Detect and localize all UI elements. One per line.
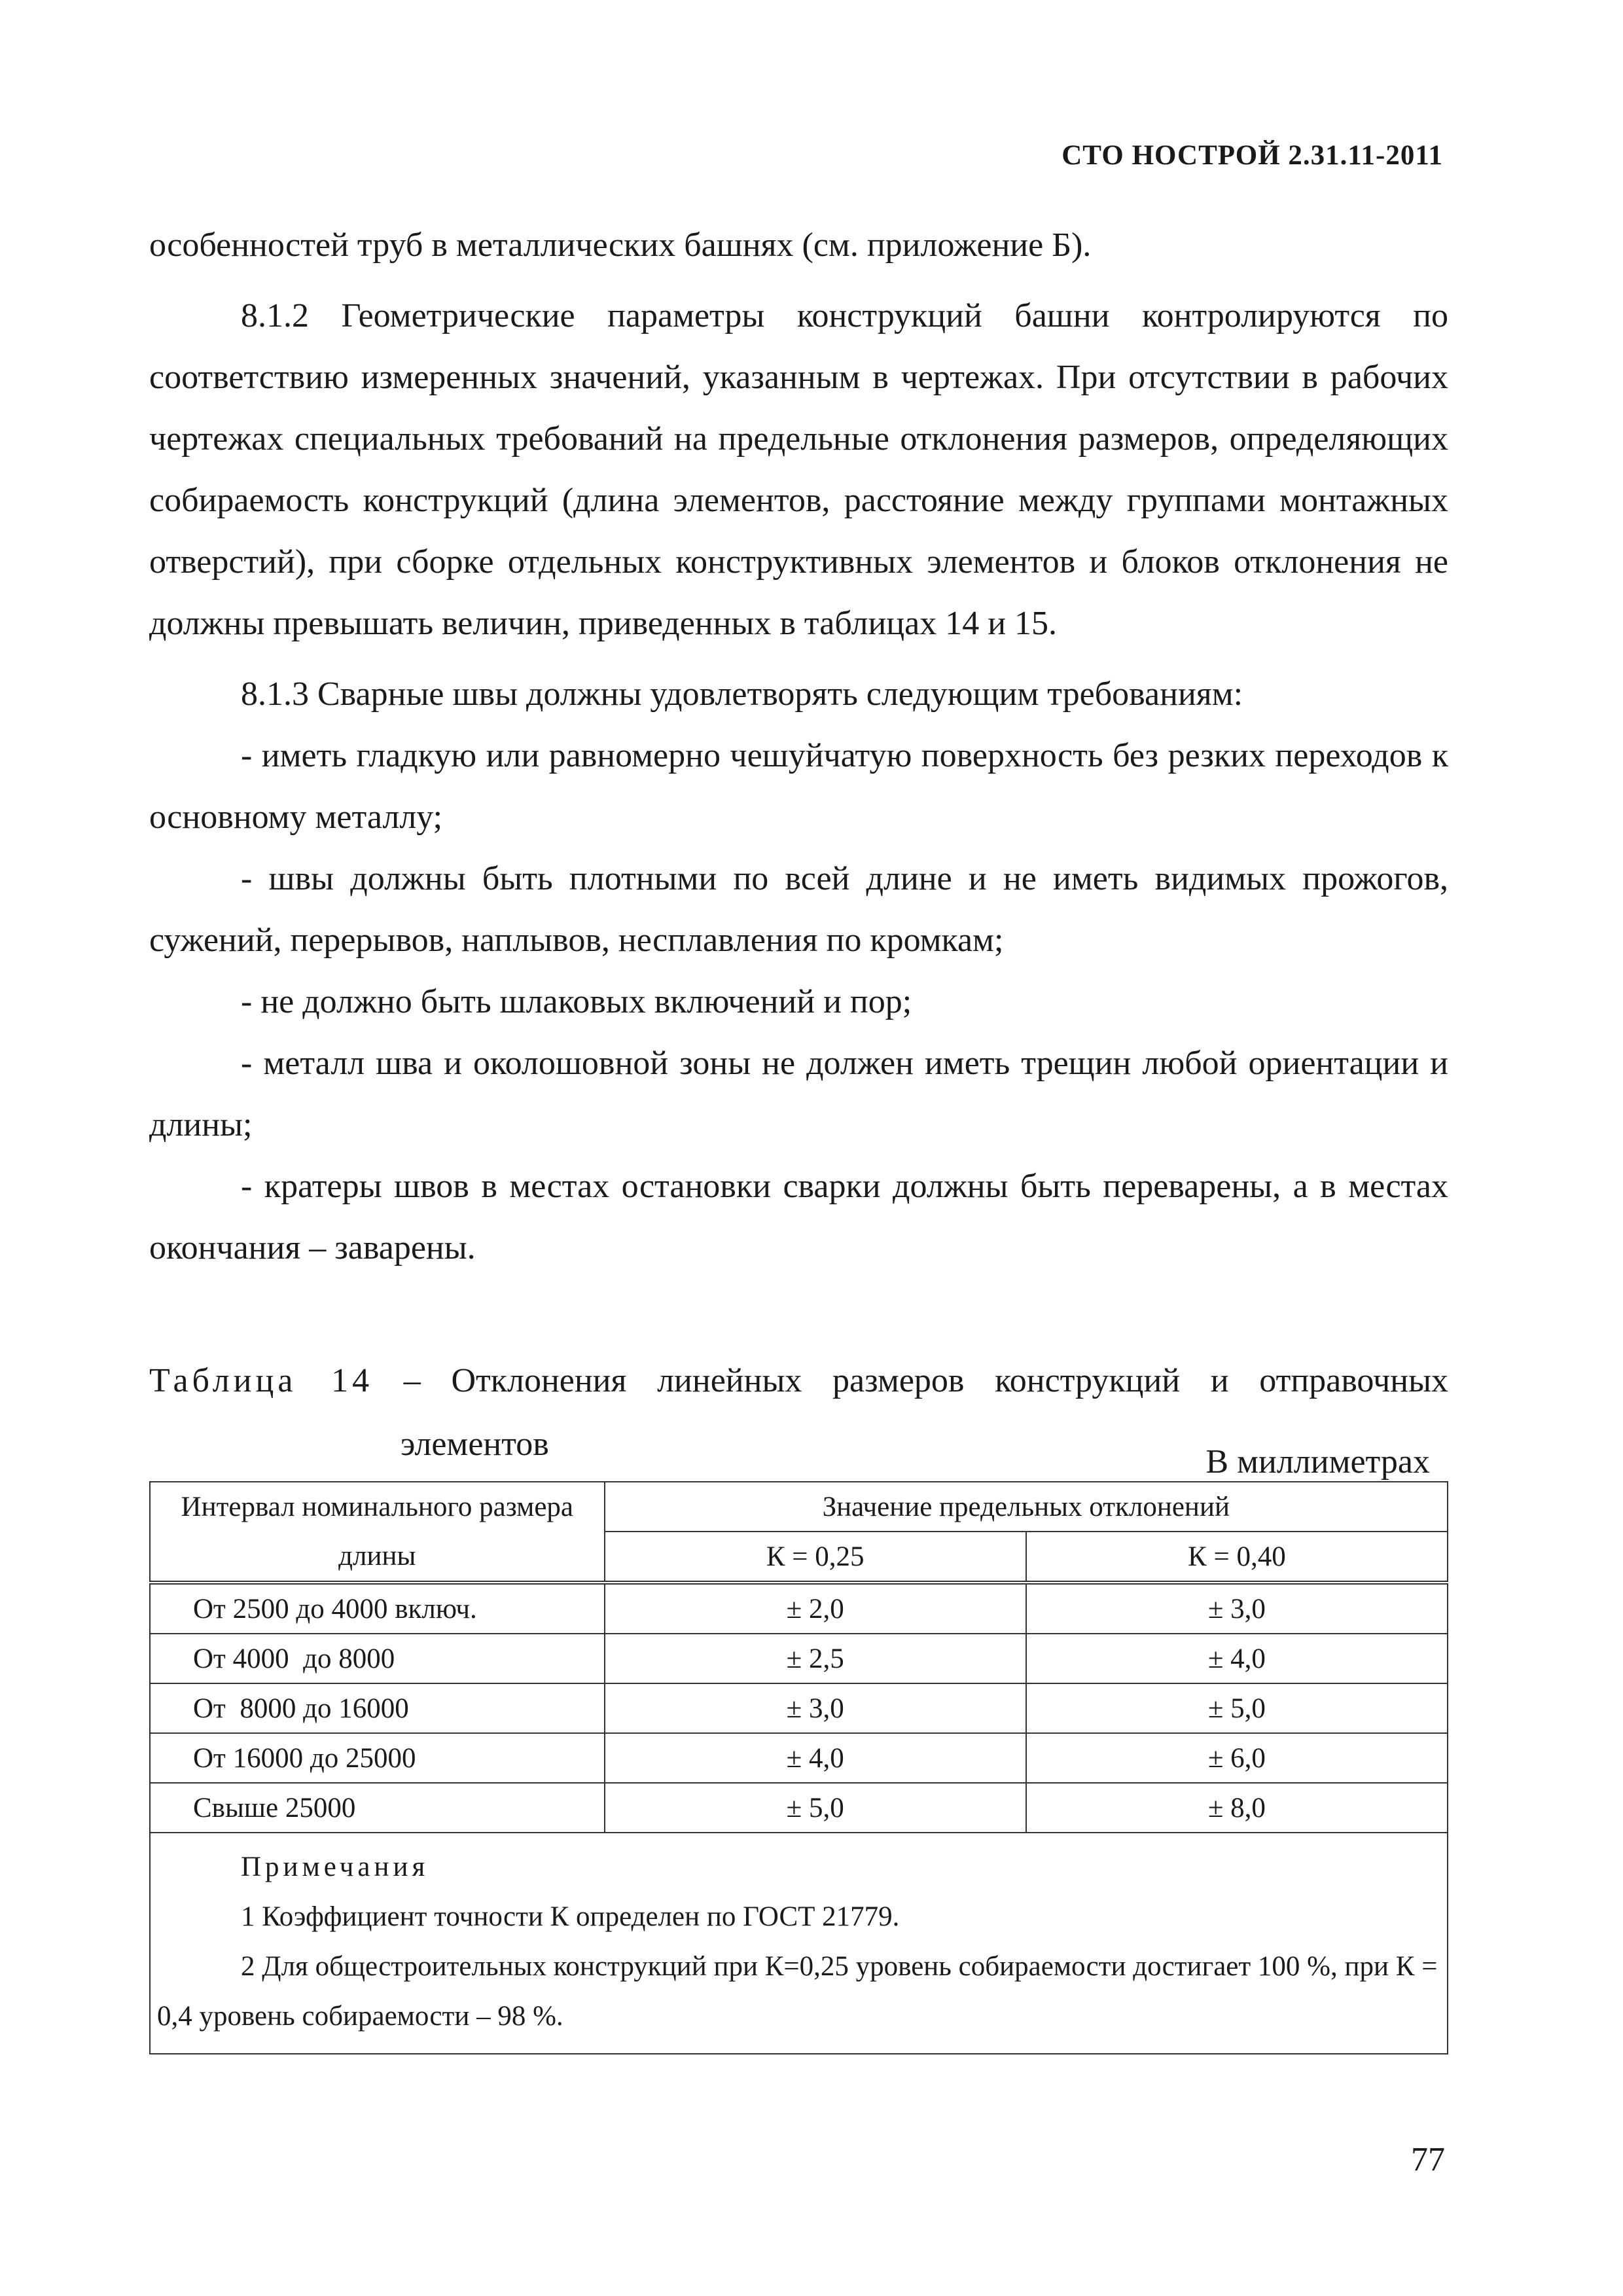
cell-k2: ± 3,0 [1026,1583,1448,1634]
note-1: 1 Коэффициент точности К определен по ГОСТ 21779. [241,1901,900,1932]
cell-k1: ± 2,0 [605,1583,1026,1634]
list-item: - не должно быть шлаковых включений и пор; [241,983,912,1020]
cell-k1: ± 2,5 [605,1634,1026,1683]
cell-k1: ± 5,0 [605,1783,1026,1833]
cell-k2: ± 4,0 [1026,1634,1448,1683]
table-row [150,1634,1448,1683]
cell-interval: Свыше 25000 [150,1783,605,1833]
table-caption-label: Таблица 14 [149,1362,374,1399]
notes-title: Примечания [241,1852,429,1882]
header-k1: К = 0,25 [605,1532,1026,1583]
table-caption-text: Отклонения линейных размеров конструкций и отправочных [451,1362,1449,1399]
page-number: 77 [1411,2141,1445,2178]
cell-k2: ± 6,0 [1026,1733,1448,1783]
list-item: - иметь гладкую или равномерно чешуйчатую поверхность без резких переходов к основному металлу; [149,737,1448,836]
cell-k2: ± 5,0 [1026,1683,1448,1733]
table-row [150,1733,1448,1783]
cell-k1: ± 4,0 [605,1733,1026,1783]
header-k2: К = 0,40 [1026,1532,1448,1583]
cell-k2: ± 8,0 [1026,1783,1448,1833]
list-item: - швы должны быть плотными по всей длине и не иметь видимых прожогов, сужений, перерывов, наплывов, несплавления по кромкам; [149,860,1448,959]
paragraph-8-1-3: 8.1.3 Сварные швы должны удовлетворять следующим требованиям: [241,675,1243,713]
body-text [149,215,1448,1279]
table-row [150,1783,1448,1833]
notes-row [150,1833,1448,2054]
header-values: Значение предельных отклонений [605,1482,1448,1532]
cell-interval: От 8000 до 16000 [150,1683,605,1733]
document-header: СТО НОСТРОЙ 2.31.11-2011 [1061,140,1443,171]
table-units: В миллиметрах [1205,1443,1430,1480]
header-interval [150,1482,605,1583]
cell-interval: От 16000 до 25000 [150,1733,605,1783]
paragraph-8-1-2: 8.1.2 Геометрические параметры конструкций башни контролируются по соответствию измеренных значений, указанным в чертежах. При отсутствии в рабочих чертежах специальных требований на предельные отклонения размеров, определяющих собираемость конструкций (длина элементов, расстояние между группами монтажных отверстий), при сборке отдельных конструктивных элементов и блоков отклонения не должны превышать величин, приведенных в таблицах 14 и 15. [149,297,1448,642]
cell-k1: ± 3,0 [605,1683,1026,1733]
table-notes [150,1833,1448,2054]
table-row [150,1683,1448,1733]
cell-interval: От 2500 до 4000 включ. [150,1583,605,1634]
deviation-table [149,1481,1448,2054]
table-caption-dash: – [403,1362,421,1399]
table-row [150,1583,1448,1634]
note-2: 2 Для общестроительных конструкций при К=0,25 уровень собираемости достигает 100 %, при К = 0,4 уровень собираемости – 98 %. [157,1951,1438,2032]
list-item: - кратеры швов в местах остановки сварки должны быть переварены, а в местах окончания – заварены. [149,1168,1448,1266]
header-interval-line2: длины [338,1541,416,1571]
table-caption-continuation: элементов [401,1426,549,1463]
list-item: - металл шва и околошовной зоны не должен иметь трещин любой ориентации и длины; [149,1045,1448,1143]
table-caption [149,1350,1448,1412]
cell-interval: От 4000 до 8000 [150,1634,605,1683]
paragraph-continuation: особенностей труб в металлических башнях (см. приложение Б). [149,226,1092,264]
header-interval-line1: Интервал номинального размера [181,1492,574,1522]
